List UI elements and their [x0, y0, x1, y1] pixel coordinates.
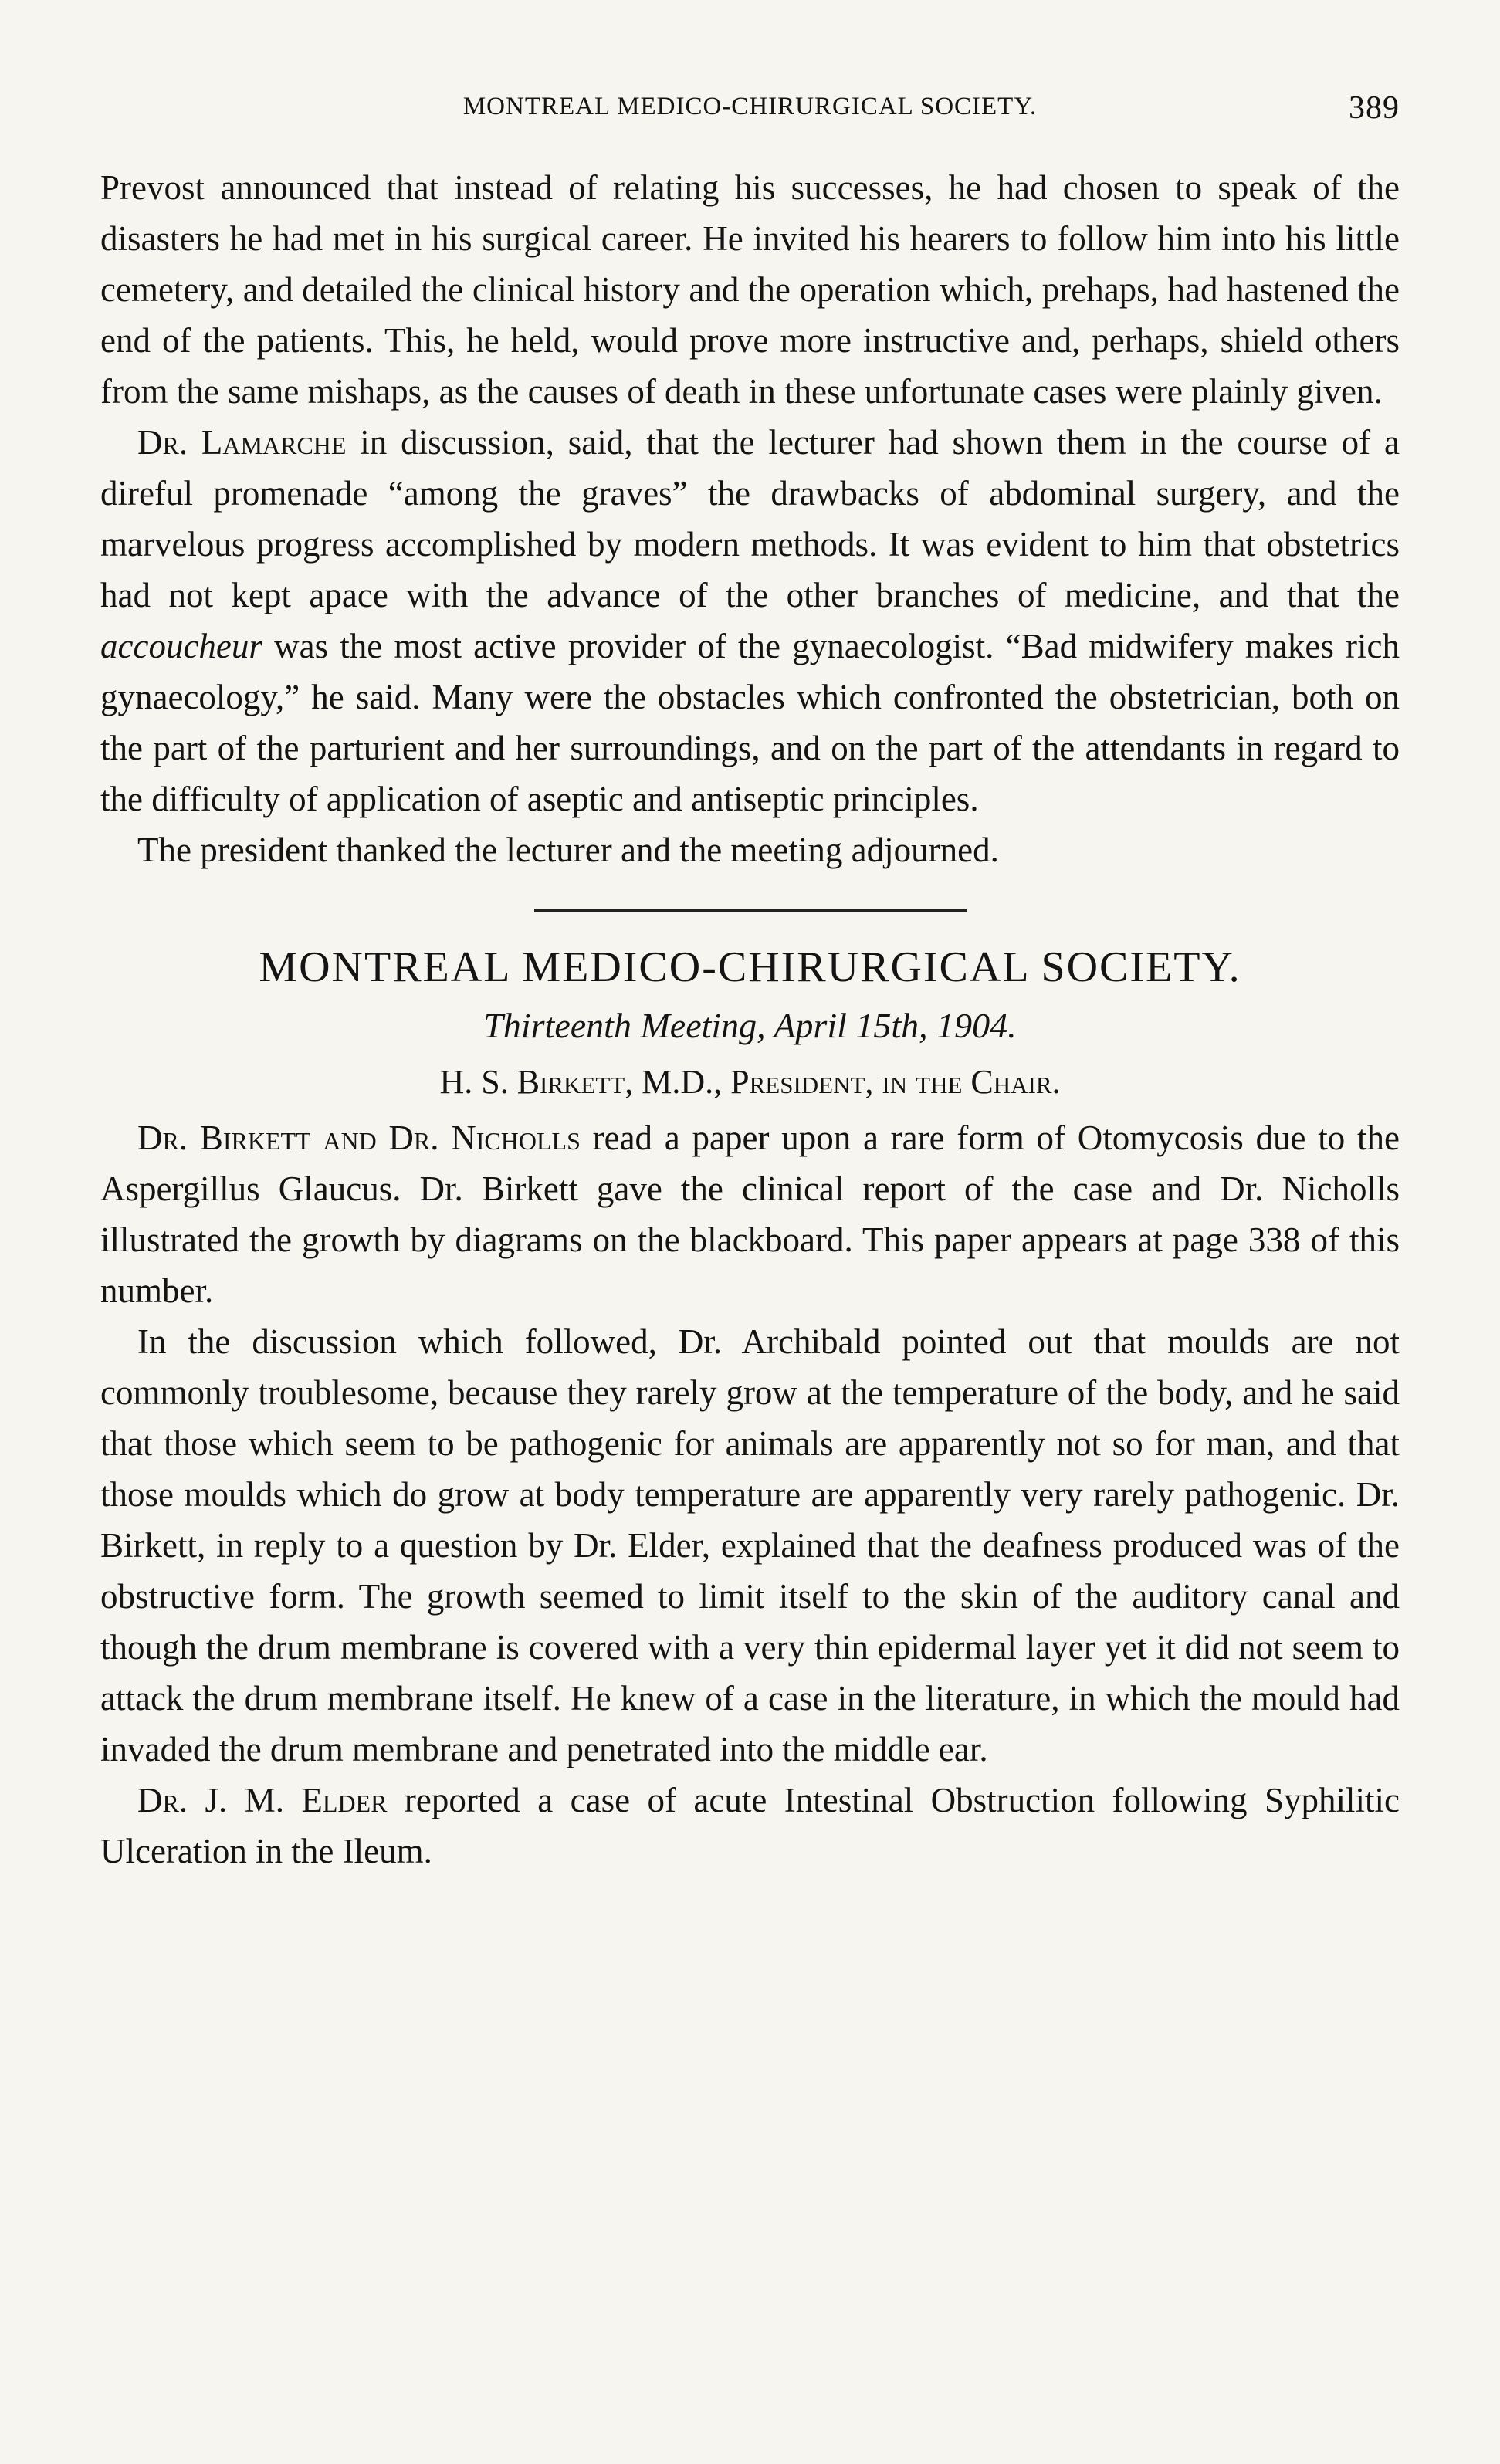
page-number: 389: [1349, 90, 1400, 126]
section-chair: H. S. Birkett, M.D., President, in the Chair.: [439, 1063, 1061, 1101]
paragraph-elder: [100, 1775, 1400, 1877]
paragraph-otomycosis: [100, 1112, 1400, 1316]
section-subtitle: Thirteenth Meeting, April 15th, 1904.: [483, 1006, 1017, 1045]
paragraph-text: read a paper upon a rare form of Otomycosis due to the Aspergillus Glaucus. Dr. Birkett gave the clinical report of the case and Dr. Nicholls illustrated the growth by diagrams on the blackboard. This paper appears at page 338 of this number.: [100, 1119, 1400, 1310]
paragraph-text: in discussion, said, that the lecturer had shown them in the course of a direful promenade “among the graves” the drawbacks of abdominal surgery, and the marvelous progress accomplished by modern methods. It was evident to him that obstetrics had not kept apace with the advance of the other branches of medicine, and that the: [100, 423, 1400, 614]
paragraph-prevost: Prevost announced that instead of relating his successes, he had chosen to speak of the disasters he had met in his surgical career. He invited his hearers to follow him into his little cemetery, and detailed the clinical history and the operation which, prehaps, had hastened the end of the patients. This, he held, would prove more instructive and, perhaps, shield others from the same mishaps, as the causes of death in these unfortunate cases were plainly given.: [100, 168, 1400, 411]
paragraph-lamarche: [100, 417, 1400, 824]
paragraph-adjourned: The president thanked the lecturer and the meeting adjourned.: [137, 831, 999, 869]
section-title: MONTREAL MEDICO-CHIRURGICAL SOCIETY.: [259, 943, 1241, 991]
speaker-name: Dr. Lamarche: [137, 423, 347, 462]
speaker-names: Dr. Birkett and Dr. Nicholls: [137, 1119, 581, 1157]
page-content: [100, 162, 1400, 1877]
running-head: [100, 90, 1400, 139]
paragraph-text: reported a case of acute Intestinal Obstruction following Syphilitic Ulceration in the Ileum.: [100, 1781, 1400, 1870]
section-divider: [534, 909, 967, 912]
paragraph-text: was the most active provider of the gynaecologist. “Bad midwifery makes rich gynaecology,” he said. Many were the obstacles which confronted the obstetrician, both on the part of the parturient and her surroundings, and on the part of the attendants in regard to the difficulty of application of aseptic and antiseptic principles.: [100, 627, 1400, 818]
paragraph-discussion: In the discussion which followed, Dr. Archibald pointed out that moulds are not commonly troublesome, because they rarely grow at the temperature of the body, and he said that those which seem to be pathogenic for animals are apparently not so for man, and that those moulds which do grow at body temperature are apparently very rarely pathogenic. Dr. Birkett, in reply to a question by Dr. Elder, explained that the deafness produced was of the obstructive form. The growth seemed to limit itself to the skin of the auditory canal and though the drum membrane is covered with a very thin epidermal layer yet it did not seem to attack the drum membrane itself. He knew of a case in the literature, in which the mould had invaded the drum membrane and penetrated into the middle ear.: [100, 1322, 1400, 1768]
speaker-name: Dr. J. M. Elder: [137, 1781, 388, 1819]
italic-term: accoucheur: [100, 627, 262, 665]
running-title: MONTREAL MEDICO-CHIRURGICAL SOCIETY.: [462, 93, 1038, 120]
